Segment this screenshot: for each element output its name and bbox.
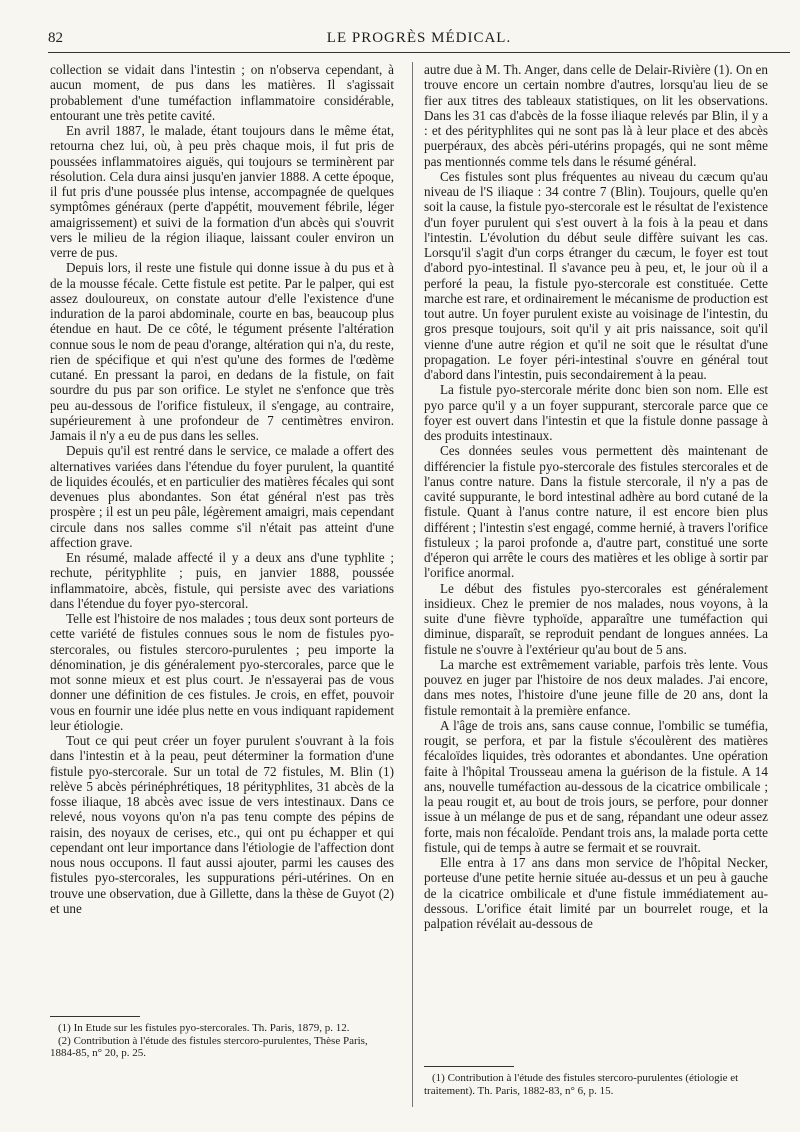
page-header: [48, 30, 790, 52]
footnote: (1) In Etude sur les fistules pyo-stercorales. Th. Paris, 1879, p. 12.: [58, 1022, 350, 1034]
paragraph: La marche est extrêmement variable, parfois très lente. Vous pouvez en juger par l'histoire de nos deux malades. J'ai encore, dans mes notes, l'histoire d'une jeune fille de 20 ans, dont la fistule remontait à la première enfance.: [424, 656, 768, 718]
left-column: [50, 62, 394, 916]
paragraph: Ces données seules vous permettent dès maintenant de différencier la fistule pyo-stercorale des fistules stercorales et de l'anus contre nature. Dans la fistule stercorale, il n'y a pas de cavité suppurante, le bord intestinal adhère au bord cutané de la fistule. Quant à l'anus contre nature, il est encore bien plus différent ; l'intestin s'est engagé, comme hernié, à travers l'orifice fistuleux ; la paroi profonde a, d'autre part, constitué une sorte d'éperon qui arrête le cours des matières et les oblige à sortir par l'orifice anormal.: [424, 443, 768, 581]
paragraph: collection se vidait dans l'intestin ; on n'observa cependant, à aucun moment, de pus dans les matières. Il s'agissait probablement d'une tuméfaction inflammatoire considérable, entourant une très petite cavité.: [50, 62, 394, 123]
paragraph: Elle entra à 17 ans dans mon service de l'hôpital Necker, porteuse d'une petite hernie située au-dessus et un peu à gauche de la cicatrice ombilicale et d'une fistule immédiatement au-dessous. L'orifice était limité par un bourrelet rouge, et la palpation révélait au-dessous de: [424, 855, 768, 931]
paragraph: Telle est l'histoire de nos malades ; tous deux sont porteurs de cette variété de fistules connues sous le nom de fistules pyo-stercorales, ou fistules stercoro-purulentes ; peu importe la dénomination, je dis généralement pyo-stercorales, parce que le mot sonne mieux et est plus court. Je n'essayerai pas de vous donner une définition de ces fistules. Je crois, en effet, pouvoir vous en fournir une idée plus nette en vous indiquant rapidement leur étiologie.: [50, 611, 394, 733]
paragraph: La fistule pyo-stercorale mérite donc bien son nom. Elle est pyo parce qu'il y a un foyer suppurant, stercorale parce que ce foyer est ouvert dans l'intestin et que la fistule donne passage à des produits intestinaux.: [424, 382, 768, 443]
footnote-rule: [50, 1016, 140, 1017]
paragraph: Depuis qu'il est rentré dans le service, ce malade a offert des alternatives variées dans l'étendue du foyer purulent, la quantité de liquides écoulés, et en particulier des matières fécales qui sont devenues plus abondantes. Son état général n'est pas très prospère ; il est un peu pâle, légèrement amaigri, mais cependant circule dans nos salles comme s'il n'était pas atteint d'une affection grave.: [50, 443, 394, 550]
right-footnotes: [424, 1058, 768, 1097]
footnote: (1) Contribution à l'étude des fistules stercoro-purulentes (étiologie et traitement). Th. Paris, 1882-83, n° 6, p. 15.: [424, 1072, 739, 1097]
footnote: (2) Contribution à l'étude des fistules stercoro-purulentes, Thèse Paris, 1884-85, n° 20, p. 25.: [50, 1034, 368, 1059]
page-number: 82: [48, 30, 63, 46]
paragraph: Le début des fistules pyo-stercorales est généralement insidieux. Chez le premier de nos malades, nous voyons, à la suite d'une fièvre typhoïde, apparaître une tuméfaction qui diminue, disparaît, se reproduit pendant de longues années. La fistule ne s'ouvre à l'extérieur qu'au bout de 5 ans.: [424, 580, 768, 657]
footnote-rule: [424, 1066, 514, 1067]
paragraph: Ces fistules sont plus fréquentes au niveau du cæcum qu'au niveau de l'S iliaque : 34 contre 7 (Blin). Toujours, quelle qu'en soit la cause, la fistule pyo-stercorale est le résultat de l'existence d'un foyer purulent qui s'est ouvert à la fois à la peau et dans l'intestin. L'évolution du début seule diffère suivant les cas. Lorsqu'il s'agit d'un corps étranger du cæcum, le foyer est tout d'abord pyo-intestinal. Il s'avance peu à peu, et, le jour où il a perforé la peau, la fistule pyo-stercorale est constituée. Cette marche est rare, et ordinairement le mécanisme de production est tout autre. Un foyer purulent existe au voisinage de l'intestin, du gros presque toujours, soit qu'il y ait pris naissance, soit qu'il vienne d'une autre région et qu'il ne soit que le résultat d'une propagation. Le foyer péri-intestinal s'ouvre en général tout d'abord dans l'intestin, puis secondairement à la peau.: [424, 168, 768, 382]
paragraph: En résumé, malade affecté il y a deux ans d'une typhlite ; rechute, pérityphlite ; puis, en janvier 1888, poussée inflammatoire, abcès, fistule, qui persiste avec des variations dans l'étendue du foyer pyo-stercoral.: [50, 550, 394, 611]
paragraph: A l'âge de trois ans, sans cause connue, l'ombilic se tuméfia, rougit, se perfora, et par la fistule s'écoulèrent des matières fécaloïdes liquides, très odorantes et abondantes. Une opération faite à l'hôpital Trousseau amena la guérison de la fistule. A 14 ans, nouvelle tuméfaction au-dessous de la cicatrice ombilicale ; la peau rougit et, au bout de trois jours, se perfore, pour donner issue à un mélange de pus et de sang, répandant une odeur assez forte, mais non fécaloïde. Pendant trois ans, la malade porta cette fistule, qui de temps à autre se fermait et se rouvrait.: [424, 717, 768, 855]
column-divider: [412, 62, 413, 1107]
header-rule: [48, 52, 790, 53]
paragraph: autre due à M. Th. Anger, dans celle de Delair-Rivière (1). On en trouve encore un certain nombre d'autres, lorsqu'au lieu de se fier aux titres des tableaux statistiques, on lit les observations. Dans les 31 cas d'abcès de la fosse iliaque relevés par Blin, il y a : et des pérityphlites qui ne sont pas là à leur place et des abcès puerpéraux, des abcès péri-utérins propagés, qui ne sont même pas mentionnés comme tels dans le résumé général.: [424, 62, 768, 169]
paragraph: Tout ce qui peut créer un foyer purulent s'ouvrant à la fois dans l'intestin et à la peau, peut déterminer la formation d'une fistule pyo-stercorale. Sur un total de 72 fistules, M. Blin (1) relève 5 abcès périnéphrétiques, 18 pérityphlites, 31 abcès de la fosse iliaque, 18 abcès avec issue de vers intestinaux. Dans ce relevé, nous voyons qu'on n'a pas tenu compte des pépins de raisin, des noyaux de cerises, etc., qui ont pu échapper et qui cependant ont leur importance dans l'étiologie de l'affection dont nous nous occupons. Il faut aussi ajouter, parmi les causes des fistules pyo-stercorales, les suppurations péri-utérines. On en trouve une observation, due à Gillette, dans la thèse de Guyot (2) et une: [50, 733, 394, 916]
left-footnotes: [50, 1008, 394, 1060]
paragraph: En avril 1887, le malade, étant toujours dans le même état, retourna chez lui, où, à peu près chaque mois, il fut pris de poussées inflammatoires aiguës, qui toujours se terminèrent par résolution. Cela dura ainsi jusqu'en janvier 1888. A cette époque, il fut pris d'une poussée plus intense, accompagnée de quelques symptômes généraux (perte d'appétit, mouvement fébrile, léger amaigrissement) et suivi de la formation d'un abcès qui s'ouvrit vers le milieu de la région iliaque, laissant couler environ un verre de pus.: [50, 123, 394, 260]
paragraph: Depuis lors, il reste une fistule qui donne issue à du pus et à de la mousse fécale. Cette fistule est petite. Par le palper, qui est assez douloureux, on constate autour d'elle l'existence d'une induration de la paroi abdominale, courte en bas, beaucoup plus étendue en haut. De ce côté, le tégument présente l'altération connue sous le nom de peau d'orange, altération qui n'a, du reste, rien de spécifique et qui n'est qu'une des formes de l'œdème cutané. En pressant la paroi, en dedans de la fistule, on fait sourdre du pus par son orifice. Le stylet ne s'enfonce que très peu au-dessous de l'orifice fistuleux, il s'engage, au contraire, supérieurement à une profondeur de 7 centimètres environ. Jamais il n'y a eu de pus dans les selles.: [50, 260, 394, 443]
journal-title: LE PROGRÈS MÉDICAL.: [326, 30, 512, 46]
right-column: [424, 62, 768, 931]
